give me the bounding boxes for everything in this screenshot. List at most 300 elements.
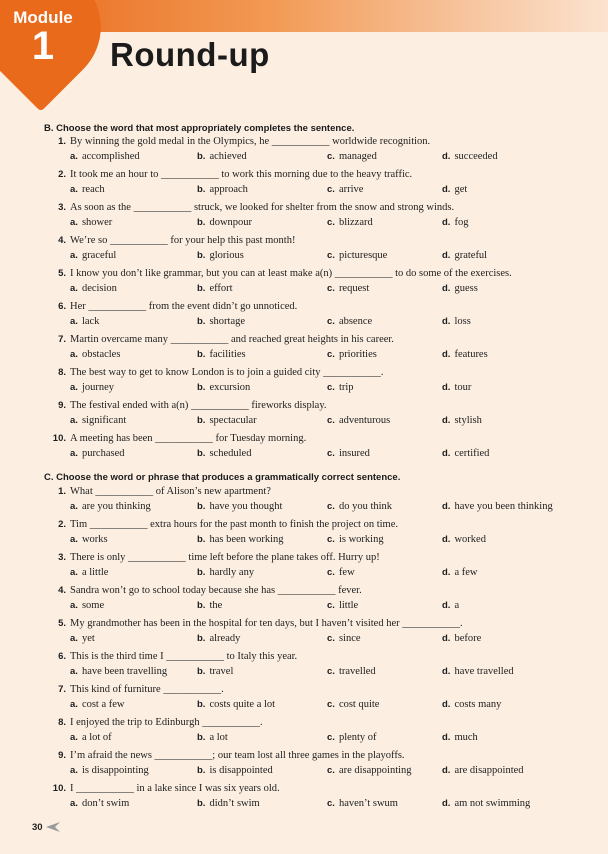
option-text: achieved	[209, 151, 247, 162]
question-number: 7.	[58, 684, 66, 695]
option-letter: d.	[442, 250, 451, 261]
option-letter: d.	[442, 765, 451, 776]
option-letter: c.	[327, 283, 335, 294]
question-item	[0, 552, 608, 585]
option-d[interactable]	[442, 151, 498, 163]
option-letter: b.	[197, 567, 206, 578]
option-text: excursion	[209, 382, 251, 393]
option-b[interactable]	[197, 567, 254, 579]
question-item	[0, 684, 608, 717]
option-c[interactable]	[327, 732, 377, 744]
question-item	[0, 651, 608, 684]
option-d[interactable]	[442, 666, 514, 678]
option-text: get	[454, 184, 468, 195]
option-d[interactable]	[442, 699, 501, 711]
option-text: effort	[209, 283, 233, 294]
option-c[interactable]	[327, 283, 369, 295]
option-d[interactable]	[442, 798, 530, 810]
option-text: few	[338, 567, 355, 578]
option-letter: a.	[70, 415, 78, 426]
option-d[interactable]	[442, 534, 486, 546]
option-letter: c.	[327, 567, 335, 578]
question-number: 1.	[58, 136, 66, 147]
page-title: Round-up	[110, 36, 270, 73]
option-letter: d.	[442, 699, 451, 710]
option-d[interactable]	[442, 567, 477, 579]
option-b[interactable]	[197, 415, 257, 427]
option-letter: b.	[197, 501, 206, 512]
question-item	[0, 136, 608, 169]
option-a[interactable]	[70, 699, 125, 711]
option-text: a lot of	[81, 732, 112, 743]
question-text: Martin overcame many ___________ and reached great heights in his career.	[70, 334, 394, 345]
option-d[interactable]	[442, 732, 478, 744]
option-b[interactable]	[197, 732, 228, 744]
question-text: By winning the gold medal in the Olympics, he ___________ worldwide recognition.	[70, 136, 431, 147]
option-d[interactable]	[442, 250, 487, 262]
option-a[interactable]	[70, 250, 116, 262]
option-text: a lot	[209, 732, 228, 743]
option-text: significant	[81, 415, 127, 426]
option-c[interactable]	[327, 534, 384, 546]
option-letter: a.	[70, 798, 78, 809]
option-letter: c.	[327, 184, 335, 195]
option-text: didn’t swim	[209, 798, 260, 809]
option-letter: d.	[442, 217, 451, 228]
option-b[interactable]	[197, 765, 273, 777]
option-a[interactable]	[70, 217, 112, 229]
option-letter: b.	[197, 217, 206, 228]
option-letter: b.	[197, 349, 206, 360]
question-text: Tim ___________ extra hours for the past month to finish the project on time.	[70, 519, 398, 530]
option-text: spectacular	[209, 415, 257, 426]
option-letter: a.	[70, 765, 78, 776]
option-b[interactable]	[197, 534, 284, 546]
question-number: 4.	[58, 585, 66, 596]
option-letter: c.	[327, 501, 335, 512]
option-letter: b.	[197, 765, 206, 776]
option-b[interactable]	[197, 501, 282, 513]
option-b[interactable]	[197, 316, 245, 328]
option-letter: d.	[442, 567, 451, 578]
option-c[interactable]	[327, 415, 390, 427]
option-a[interactable]	[70, 666, 167, 678]
option-a[interactable]	[70, 448, 125, 460]
question-text: I’m afraid the news ___________; our team lost all three games in the playoffs.	[70, 750, 405, 761]
question-item	[0, 433, 608, 466]
option-a[interactable]	[70, 798, 129, 810]
option-a[interactable]	[70, 382, 114, 394]
page-number: 30	[32, 822, 43, 833]
option-text: before	[454, 633, 482, 644]
option-text: are disappointed	[454, 765, 524, 776]
question-number: 5.	[58, 618, 66, 629]
question-number: 3.	[58, 552, 66, 563]
question-item	[0, 268, 608, 301]
option-letter: a.	[70, 184, 78, 195]
option-text: the	[209, 600, 223, 611]
option-b[interactable]	[197, 633, 240, 645]
section-c-heading: C. Choose the word or phrase that produces a grammatically correct sentence.	[44, 472, 401, 483]
option-text: blizzard	[338, 217, 373, 228]
option-letter: b.	[197, 151, 206, 162]
question-number: 5.	[58, 268, 66, 279]
option-letter: d.	[442, 666, 451, 677]
option-text: have you thought	[209, 501, 283, 512]
option-letter: b.	[197, 600, 206, 611]
option-d[interactable]	[442, 382, 471, 394]
question-text: I ___________ in a lake since I was six years old.	[70, 783, 280, 794]
option-letter: b.	[197, 448, 206, 459]
option-d[interactable]	[442, 765, 524, 777]
option-letter: c.	[327, 382, 335, 393]
option-letter: c.	[327, 633, 335, 644]
option-d[interactable]	[442, 501, 553, 513]
question-number: 10.	[52, 783, 66, 794]
option-b[interactable]	[197, 699, 275, 711]
option-text: a little	[81, 567, 109, 578]
option-letter: d.	[442, 534, 451, 545]
question-number: 8.	[58, 717, 66, 728]
question-number: 9.	[58, 750, 66, 761]
option-text: grateful	[454, 250, 488, 261]
option-a[interactable]	[70, 283, 117, 295]
option-b[interactable]	[197, 151, 247, 163]
option-b[interactable]	[197, 184, 248, 196]
option-letter: c.	[327, 798, 335, 809]
option-letter: d.	[442, 415, 451, 426]
option-text: yet	[81, 633, 95, 644]
option-text: are disappointing	[338, 765, 412, 776]
option-b[interactable]	[197, 217, 252, 229]
option-text: priorities	[338, 349, 377, 360]
option-c[interactable]	[327, 217, 373, 229]
option-text: is disappointing	[81, 765, 149, 776]
option-c[interactable]	[327, 250, 387, 262]
option-text: succeeded	[454, 151, 498, 162]
option-a[interactable]	[70, 349, 120, 361]
option-text: decision	[81, 283, 117, 294]
option-text: journey	[81, 382, 115, 393]
option-text: scheduled	[209, 448, 252, 459]
module-label: Module	[13, 8, 73, 27]
option-d[interactable]	[442, 633, 481, 645]
question-number: 9.	[58, 400, 66, 411]
option-b[interactable]	[197, 798, 260, 810]
option-letter: a.	[70, 534, 78, 545]
module-number: 1	[31, 24, 55, 68]
question-text: Her ___________ from the event didn’t go unnoticed.	[70, 301, 298, 312]
question-text: I know you don’t like grammar, but you can at least make a(n) ___________ to do some of the exercises.	[70, 268, 512, 279]
option-letter: a.	[70, 283, 78, 294]
question-text: My grandmother has been in the hospital for ten days, but I haven’t visited her ___________.	[70, 618, 463, 629]
option-letter: d.	[442, 382, 451, 393]
option-letter: a.	[70, 501, 78, 512]
option-c[interactable]	[327, 382, 354, 394]
option-text: already	[209, 633, 241, 644]
option-d[interactable]	[442, 415, 482, 427]
question-number: 2.	[58, 519, 66, 530]
question-item	[0, 301, 608, 334]
option-d[interactable]	[442, 349, 488, 361]
option-c[interactable]	[327, 666, 376, 678]
option-text: haven’t swum	[338, 798, 398, 809]
option-text: guess	[454, 283, 478, 294]
option-text: facilities	[209, 349, 246, 360]
option-text: worked	[454, 534, 486, 545]
question-item	[0, 486, 608, 519]
question-text: As soon as the ___________ struck, we looked for shelter from the snow and strong winds.	[70, 202, 455, 213]
question-item	[0, 618, 608, 651]
option-text: travel	[209, 666, 234, 677]
option-letter: a.	[70, 600, 78, 611]
option-letter: a.	[70, 633, 78, 644]
option-text: shortage	[209, 316, 246, 327]
option-letter: b.	[197, 699, 206, 710]
option-text: some	[81, 600, 105, 611]
question-item	[0, 717, 608, 750]
option-text: insured	[338, 448, 370, 459]
question-item	[0, 400, 608, 433]
option-text: are you thinking	[81, 501, 151, 512]
option-b[interactable]	[197, 250, 244, 262]
option-text: hardly any	[209, 567, 255, 578]
option-text: costs many	[454, 699, 502, 710]
option-letter: a.	[70, 217, 78, 228]
option-text: cost a few	[81, 699, 125, 710]
question-text: What ___________ of Alison’s new apartment?	[70, 486, 271, 497]
option-b[interactable]	[197, 448, 251, 460]
option-a[interactable]	[70, 501, 151, 513]
option-letter: d.	[442, 600, 451, 611]
option-c[interactable]	[327, 567, 355, 579]
option-letter: c.	[327, 699, 335, 710]
question-number: 1.	[58, 486, 66, 497]
option-letter: d.	[442, 633, 451, 644]
option-letter: b.	[197, 732, 206, 743]
question-number: 6.	[58, 651, 66, 662]
option-letter: d.	[442, 151, 451, 162]
question-item	[0, 750, 608, 783]
option-letter: b.	[197, 415, 206, 426]
option-letter: c.	[327, 316, 335, 327]
question-item	[0, 235, 608, 268]
option-text: has been working	[209, 534, 284, 545]
question-text: There is only ___________ time left before the plane takes off. Hurry up!	[70, 552, 380, 563]
option-text: am not swimming	[454, 798, 531, 809]
option-text: travelled	[338, 666, 376, 677]
option-text: accomplished	[81, 151, 140, 162]
option-text: little	[338, 600, 359, 611]
option-letter: c.	[327, 250, 335, 261]
option-c[interactable]	[327, 699, 379, 711]
question-text: It took me an hour to ___________ to work this morning due to the heavy traffic.	[70, 169, 413, 180]
option-c[interactable]	[327, 798, 398, 810]
option-letter: c.	[327, 534, 335, 545]
question-number: 7.	[58, 334, 66, 345]
option-text: costs quite a lot	[209, 699, 276, 710]
option-a[interactable]	[70, 316, 99, 328]
option-text: cost quite	[338, 699, 380, 710]
option-b[interactable]	[197, 382, 250, 394]
option-text: don’t swim	[81, 798, 130, 809]
question-number: 6.	[58, 301, 66, 312]
option-letter: c.	[327, 415, 335, 426]
option-d[interactable]	[442, 184, 467, 196]
question-number: 4.	[58, 235, 66, 246]
option-letter: c.	[327, 600, 335, 611]
option-a[interactable]	[70, 732, 112, 744]
option-text: do you think	[338, 501, 393, 512]
option-letter: b.	[197, 184, 206, 195]
question-number: 10.	[52, 433, 66, 444]
question-item	[0, 169, 608, 202]
question-item	[0, 783, 608, 816]
option-letter: c.	[327, 151, 335, 162]
option-c[interactable]	[327, 316, 372, 328]
option-b[interactable]	[197, 666, 233, 678]
option-letter: a.	[70, 567, 78, 578]
option-letter: d.	[442, 283, 451, 294]
option-text: a	[454, 600, 460, 611]
option-text: purchased	[81, 448, 125, 459]
option-a[interactable]	[70, 600, 104, 612]
option-letter: b.	[197, 633, 206, 644]
option-letter: a.	[70, 732, 78, 743]
option-letter: a.	[70, 151, 78, 162]
option-text: glorious	[209, 250, 244, 261]
option-text: picturesque	[338, 250, 388, 261]
question-item	[0, 585, 608, 618]
option-d[interactable]	[442, 217, 468, 229]
option-text: approach	[209, 184, 248, 195]
option-b[interactable]	[197, 349, 246, 361]
question-number: 2.	[58, 169, 66, 180]
option-letter: a.	[70, 699, 78, 710]
option-text: managed	[338, 151, 377, 162]
option-letter: c.	[327, 448, 335, 459]
option-text: certified	[454, 448, 490, 459]
option-c[interactable]	[327, 765, 412, 777]
option-text: reach	[81, 184, 105, 195]
question-text: This is the third time I ___________ to Italy this year.	[70, 651, 298, 662]
question-item	[0, 202, 608, 235]
option-c[interactable]	[327, 349, 377, 361]
option-text: works	[81, 534, 108, 545]
option-letter: a.	[70, 349, 78, 360]
option-letter: b.	[197, 534, 206, 545]
option-text: have been travelling	[81, 666, 168, 677]
option-text: shower	[81, 217, 113, 228]
option-letter: a.	[70, 316, 78, 327]
option-letter: a.	[70, 382, 78, 393]
option-c[interactable]	[327, 600, 358, 612]
question-item	[0, 334, 608, 367]
option-c[interactable]	[327, 151, 377, 163]
option-text: have travelled	[454, 666, 514, 677]
option-text: downpour	[209, 217, 253, 228]
section-b-heading: B. Choose the word that most appropriately completes the sentence.	[44, 123, 355, 134]
question-number: 8.	[58, 367, 66, 378]
option-text: a few	[454, 567, 478, 578]
question-text: I enjoyed the trip to Edinburgh ___________.	[70, 717, 263, 728]
page-arrow-icon	[46, 822, 60, 832]
option-letter: c.	[327, 765, 335, 776]
option-text: features	[454, 349, 488, 360]
option-a[interactable]	[70, 633, 95, 645]
option-text: obstacles	[81, 349, 121, 360]
option-c[interactable]	[327, 501, 392, 513]
option-a[interactable]	[70, 567, 108, 579]
option-text: fog	[454, 217, 469, 228]
option-letter: a.	[70, 666, 78, 677]
question-text: This kind of furniture ___________.	[70, 684, 224, 695]
option-b[interactable]	[197, 600, 222, 612]
option-d[interactable]	[442, 448, 489, 460]
option-letter: d.	[442, 732, 451, 743]
option-letter: c.	[327, 666, 335, 677]
question-text: Sandra won’t go to school today because she has ___________ fever.	[70, 585, 362, 596]
option-c[interactable]	[327, 633, 361, 645]
option-b[interactable]	[197, 283, 233, 295]
option-letter: d.	[442, 798, 451, 809]
option-text: trip	[338, 382, 354, 393]
option-text: lack	[81, 316, 100, 327]
option-d[interactable]	[442, 316, 471, 328]
option-d[interactable]	[442, 283, 478, 295]
option-text: stylish	[454, 415, 482, 426]
option-text: arrive	[338, 184, 364, 195]
option-a[interactable]	[70, 765, 149, 777]
question-item	[0, 519, 608, 552]
question-text: A meeting has been ___________ for Tuesday morning.	[70, 433, 307, 444]
option-letter: d.	[442, 316, 451, 327]
option-text: absence	[338, 316, 373, 327]
option-letter: b.	[197, 666, 206, 677]
option-text: is working	[338, 534, 384, 545]
option-c[interactable]	[327, 448, 370, 460]
option-text: is disappointed	[209, 765, 273, 776]
option-letter: b.	[197, 283, 206, 294]
option-letter: b.	[197, 316, 206, 327]
option-a[interactable]	[70, 534, 108, 546]
option-text: plenty of	[338, 732, 377, 743]
option-text: adventurous	[338, 415, 391, 426]
question-text: The festival ended with a(n) ___________ fireworks display.	[70, 400, 327, 411]
option-a[interactable]	[70, 151, 140, 163]
option-letter: d.	[442, 184, 451, 195]
question-item	[0, 367, 608, 400]
option-text: graceful	[81, 250, 117, 261]
option-d[interactable]	[442, 600, 459, 612]
option-letter: c.	[327, 349, 335, 360]
option-text: since	[338, 633, 361, 644]
question-text: The best way to get to know London is to join a guided city ___________.	[70, 367, 384, 378]
option-letter: a.	[70, 448, 78, 459]
option-letter: d.	[442, 448, 451, 459]
option-a[interactable]	[70, 184, 105, 196]
option-text: tour	[454, 382, 472, 393]
option-text: have you been thinking	[454, 501, 553, 512]
question-number: 3.	[58, 202, 66, 213]
option-letter: b.	[197, 798, 206, 809]
option-c[interactable]	[327, 184, 363, 196]
option-a[interactable]	[70, 415, 126, 427]
option-letter: c.	[327, 217, 335, 228]
question-text: We’re so ___________ for your help this past month!	[70, 235, 296, 246]
option-text: loss	[454, 316, 471, 327]
option-letter: b.	[197, 250, 206, 261]
